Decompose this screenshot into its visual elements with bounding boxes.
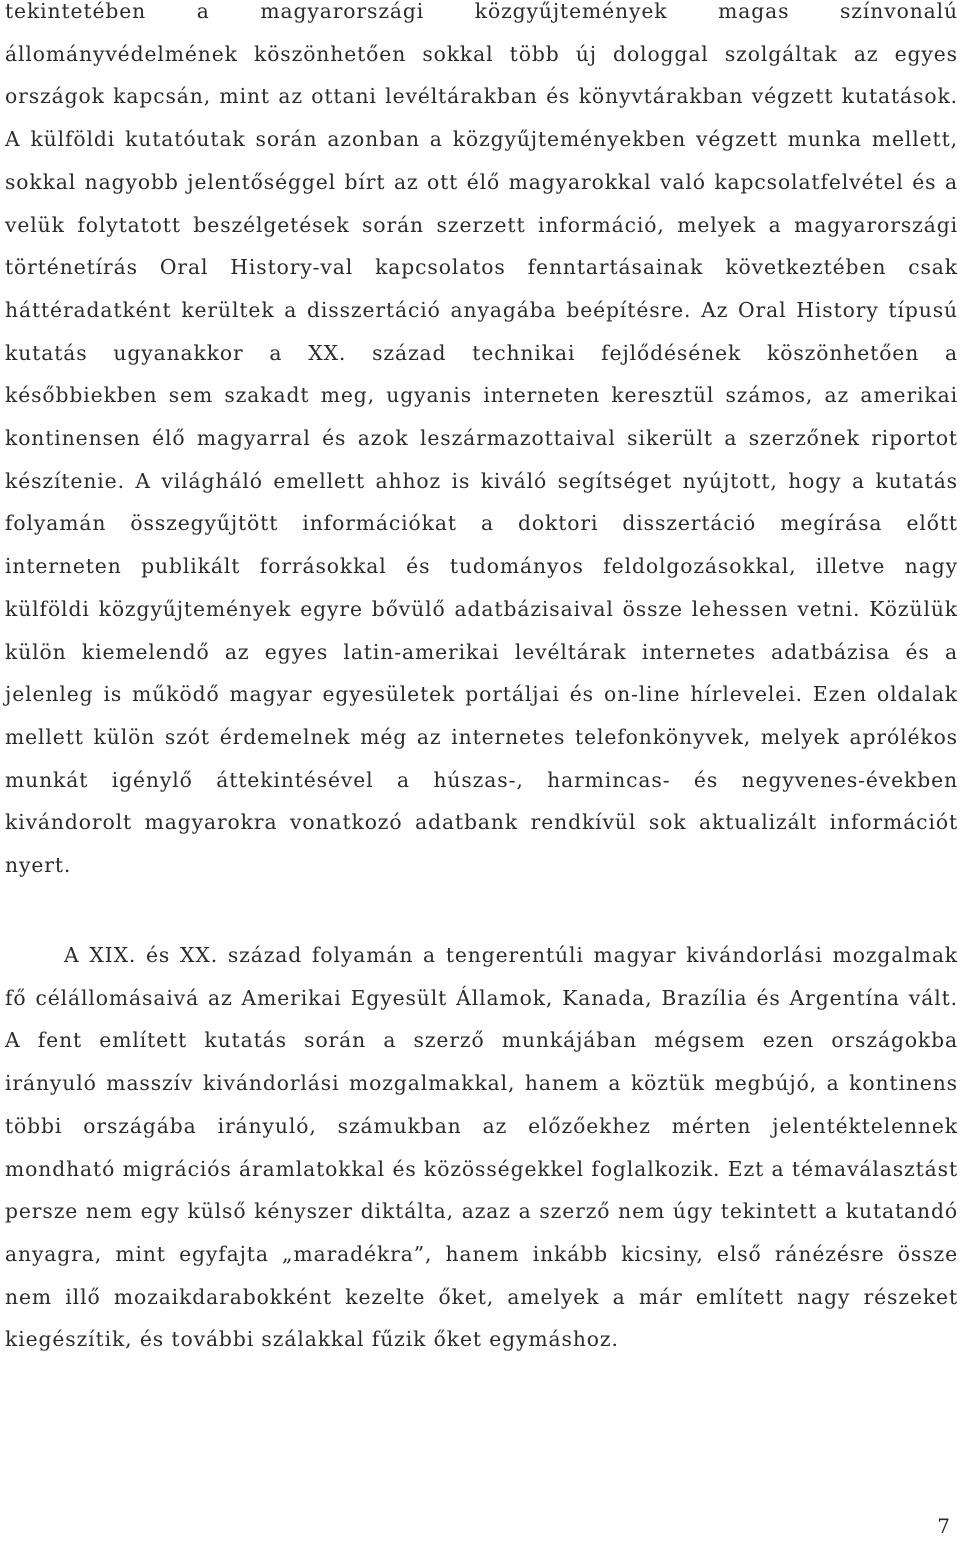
page-number: 7 — [937, 1514, 950, 1538]
body-paragraph-1: tekintetében a magyarországi közgyűjtemények magas színvonalú állományvédelmének köszönhetően sokkal több új dologgal szolgáltak az egyes országok kapcsán, mint az ottani levéltárakban és könyvtárakban végzett kutatások. A külföldi kutatóutak során azonban a közgyűjteményekben végzett munka mellett, sokkal nagyobb jelentőséggel bírt az ott élő magyarokkal való kapcsolatfelvétel és a velük folytatott beszélgetések során szerzett információ, melyek a magyarországi történetírás Oral History-val kapcsolatos fenntartásainak következtében csak háttéradatként kerültek a disszertáció anyagába beépítésre. Az Oral History típusú kutatás ugyanakkor a XX. század technikai fejlődésének köszönhetően a későbbiekben sem szakadt meg, ugyanis interneten keresztül számos, az amerikai kontinensen élő magyarral és azok leszármazottaival sikerült a szerzőnek riportot készítenie. A világháló emellett ahhoz is kiváló segítséget nyújtott, hogy a kutatás folyamán összegyűjtött információkat a doktori disszertáció megírása előtt interneten publikált forrásokkal és tudományos feldolgozásokkal, illetve nagy külföldi közgyűjtemények egyre bővülő adatbázisaival össze lehessen vetni. Közülük külön kiemelendő az egyes latin-amerikai levéltárak internetes adatbázisa és a jelenleg is működő magyar egyesületek portáljai és on-line hírlevelei. Ezen oldalak mellett külön szót érdemelnek még az internetes telefonkönyvek, melyek aprólékos munkát igénylő áttekintésével a húszas-, harmincas- és negyvenes-években kivándorolt magyarokra vonatkozó adatbank rendkívül sok aktualizált információt nyert. — [5, 0, 958, 878]
body-paragraph-2: A XIX. és XX. század folyamán a tengerentúli magyar kivándorlási mozgalmak fő célállomásaivá az Amerikai Egyesült Államok, Kanada, Brazília és Argentína vált. A fent említett kutatás során a szerző munkájában mégsem ezen országokba irányuló masszív kivándorlási mozgalmakkal, hanem a köztük megbújó, a kontinens többi országába irányuló, számukban az előzőekhez mérten jelentéktelennek mondható migrációs áramlatokkal és közösségekkel foglalkozik. Ezt a témaválasztást persze nem egy külső kényszer diktálta, azaz a szerző nem úgy tekintett a kutatandó anyagra, mint egyfajta „maradékra”, hanem inkább kicsiny, első ránézésre össze nem illő mozaikdarabokként kezelte őket, amelyek a már említett nagy részeket kiegészítik, és további szálakkal fűzik őket egymáshoz. — [5, 943, 958, 1352]
